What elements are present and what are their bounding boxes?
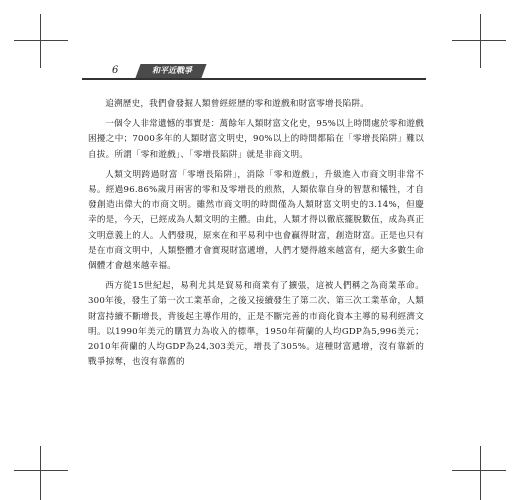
header-rule <box>82 64 426 80</box>
book-title: 和平近戰爭 <box>152 66 192 75</box>
crop-mark <box>14 40 68 41</box>
crop-mark <box>14 470 68 471</box>
crop-mark <box>480 14 481 68</box>
paragraph: 西方從15世紀起，易利尤其是貿易和商業有了擴張，這被人們稱之為商業革命。300年後，發生了第一次工業革命，之後又接續發生了第二次、第三次工業革命，人類財富持續不斷增長，背後起主導作用的，正是不斷完善的市商化資本主導的易利經濟文明。以1990年美元的購買力為收入的標準，1950年荷蘭的人均GDP為5,996美元；2010年荷蘭的人均GDP為24,303美元，增長了305%。這種財富遞增，沒有靠新的戰爭掠奪，也沒有靠舊的 <box>88 281 424 368</box>
running-header <box>82 64 426 80</box>
paragraph: 一個令人非常遺憾的事實是：萬餘年人類財富文化史，95%以上時間處於零和遊戲困擾之中；7000多年的人類財富文明史，90%以上的時間都陷在「零增長陷阱」難以自拔。所謂「零和遊戲」、「零增長陷阱」就是非商文明。 <box>88 119 424 160</box>
body-text <box>88 97 424 375</box>
crop-mark <box>40 446 41 500</box>
paragraph: 人類文明跨過財富「零增長陷阱」，消除「零和遊戲」，升級進入市商文明非常不易。經過96.86%歲月兩害的零和及零增長的煎熬，人類依靠自身的智慧和犧牲，才自發創造出偉大的市商文明。雖然市商文明的時間僅為人類財富文明史的3.14%，但慶幸的是，今天，已經成為人類文明的主體。由此，人類才得以徹底擺脫數伍，成為真正文明意義上的人。人們發現，原來在和平易利中也會贏得財富，創造財富。正是也只有是在市商文明中，人類整體才會實現財富遞增，人們才變得越來越富有，絕大多數生命個體才會越來越幸福。 <box>88 169 424 272</box>
paragraph: 追溯歷史，我們會發掘人類曾經經歷的零和遊戲和財富零增長陷阱。 <box>105 99 370 109</box>
page-number: 6 <box>112 65 119 76</box>
crop-mark <box>480 446 481 500</box>
crop-mark <box>452 40 506 41</box>
crop-mark <box>40 14 41 68</box>
crop-mark <box>452 470 506 471</box>
